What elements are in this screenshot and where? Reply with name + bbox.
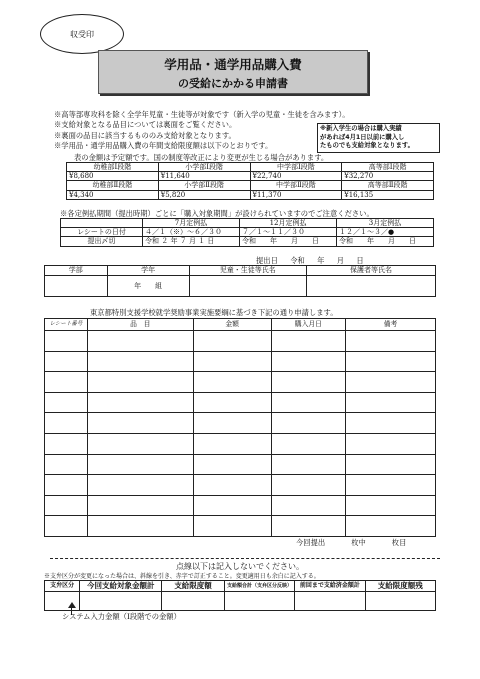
remarks-field[interactable]	[346, 475, 436, 496]
note-line: ※学用品・通学用品購入費の年間支給限度額は以下のとおりです。	[54, 141, 273, 151]
remarks-field[interactable]	[346, 413, 436, 434]
receipt-number-field[interactable]	[45, 454, 88, 475]
limit-table	[66, 162, 434, 200]
office-cell	[365, 592, 435, 611]
amount-field[interactable]	[193, 331, 271, 352]
limit-label: 幼稚部Ⅱ段階	[67, 181, 159, 190]
items-header: 備考	[346, 319, 436, 331]
amount-field[interactable]	[193, 475, 271, 496]
schedule-header	[61, 219, 143, 228]
purchase-date-field[interactable]	[271, 372, 345, 393]
note-line: ※裏面の品目に該当するもののみ支給対象となります。	[54, 130, 236, 140]
table-row	[45, 433, 436, 454]
purchase-date-field[interactable]	[271, 516, 345, 537]
amount-field[interactable]	[193, 495, 271, 516]
system-input-label: システム入力金額（Ⅰ段階での金額）	[62, 612, 181, 621]
items-table	[44, 318, 436, 537]
department-field[interactable]	[45, 276, 108, 297]
amount-field[interactable]	[193, 516, 271, 537]
item-name-field[interactable]	[88, 495, 194, 516]
table-row	[45, 454, 436, 475]
student-header: 学部	[45, 266, 108, 276]
amount-field[interactable]	[193, 433, 271, 454]
receipt-number-field[interactable]	[45, 433, 88, 454]
limit-value: ¥5,820	[158, 190, 250, 199]
items-header: 購入月日	[271, 319, 345, 331]
sheet-count: 今回提出 枚中 枚目	[296, 538, 407, 547]
limit-value: ¥4,340	[67, 190, 159, 199]
office-cell	[224, 592, 294, 611]
schedule-row-label: 提出〆切	[61, 237, 143, 246]
receipt-number-field[interactable]	[45, 413, 88, 434]
table-row	[45, 351, 436, 372]
remarks-field[interactable]	[346, 433, 436, 454]
items-header: 品 目	[88, 319, 194, 331]
office-header: 支給額合計（支弁区分反映）	[224, 581, 294, 592]
limit-value: ¥16,135	[342, 190, 434, 199]
items-header: レシート番号	[45, 319, 88, 331]
office-cell	[162, 592, 225, 611]
receipt-number-field[interactable]	[45, 331, 88, 352]
amount-field[interactable]	[193, 392, 271, 413]
limit-value: ¥11,370	[250, 190, 342, 199]
no-write-notice: 点線以下は記入しないでください。	[0, 554, 480, 573]
receipt-number-field[interactable]	[45, 351, 88, 372]
purchase-date-field[interactable]	[271, 454, 345, 475]
items-header: 金額	[193, 319, 271, 331]
receipt-number-field[interactable]	[45, 495, 88, 516]
schedule-table	[60, 218, 434, 247]
amount-field[interactable]	[193, 413, 271, 434]
remarks-field[interactable]	[346, 331, 436, 352]
purchase-date-field[interactable]	[271, 331, 345, 352]
schedule-row-label: レシートの日付	[61, 228, 143, 237]
remarks-field[interactable]	[346, 372, 436, 393]
office-header: 支弁区分	[45, 581, 80, 592]
schedule-cell: 令和 年 月 日	[240, 237, 337, 246]
item-name-field[interactable]	[88, 454, 194, 475]
note-line: ※高等部専攻科を除く全学年児童・生徒等が対象です（新入学の児童・生徒を含みます）。	[54, 110, 350, 119]
table-row	[45, 331, 436, 352]
schedule-cell: 令和 年 月 日	[337, 237, 434, 246]
guardian-name-field[interactable]	[306, 276, 435, 297]
amount-note: 表の金額は予定額です。国の制度等改正により変更が生じる場合があります。	[74, 153, 329, 162]
limit-value: ¥8,680	[67, 172, 159, 181]
item-name-field[interactable]	[88, 475, 194, 496]
office-header: 前回まで支給済金額計	[295, 581, 365, 592]
item-name-field[interactable]	[88, 372, 194, 393]
periodic-note: ※各定例払期間（提出時期）ごとに「購入対象期間」が設けられていますのでご注意ください。	[60, 209, 374, 218]
amount-field[interactable]	[193, 351, 271, 372]
title-line-2: の受給にかかる申請書	[178, 77, 288, 90]
receipt-number-field[interactable]	[45, 392, 88, 413]
item-name-field[interactable]	[88, 516, 194, 537]
office-header: 支給限度額残	[365, 581, 435, 592]
limit-label: 小学部Ⅰ段階	[158, 163, 250, 172]
purchase-date-field[interactable]	[271, 495, 345, 516]
office-header: 今回支給対象金額計	[80, 581, 162, 592]
student-table	[44, 265, 436, 297]
office-cell	[80, 592, 162, 611]
schedule-cell: ４／１（※）～６／３０	[143, 228, 240, 237]
item-name-field[interactable]	[88, 413, 194, 434]
remarks-field[interactable]	[346, 495, 436, 516]
purchase-date-field[interactable]	[271, 413, 345, 434]
office-footnote: ※支弁区分が変更になった場合は、斜線を引き、赤字で訂正すること。変更適用日も余白に記入する。	[44, 573, 320, 580]
receipt-number-field[interactable]	[45, 475, 88, 496]
amount-field[interactable]	[193, 372, 271, 393]
office-cell	[295, 592, 365, 611]
application-statement: 東京都特別支援学校就学奨励事業実施要綱に基づき下記の通り申請します。	[90, 308, 338, 317]
limit-label: 幼稚部Ⅰ段階	[67, 163, 159, 172]
grade-field[interactable]: 年 組	[107, 276, 189, 297]
remarks-field[interactable]	[346, 454, 436, 475]
item-name-field[interactable]	[88, 331, 194, 352]
item-name-field[interactable]	[88, 392, 194, 413]
item-name-field[interactable]	[88, 433, 194, 454]
remarks-field[interactable]	[346, 392, 436, 413]
remarks-field[interactable]	[346, 351, 436, 372]
title-line-1: 学用品・通学用品購入費	[164, 57, 302, 72]
purchase-date-field[interactable]	[271, 475, 345, 496]
purchase-date-field[interactable]	[271, 351, 345, 372]
receipt-number-field[interactable]	[45, 372, 88, 393]
schedule-header: 12月定例払	[240, 219, 337, 228]
submit-date: 提出日 令和 年 月 日	[256, 256, 364, 265]
limit-label: 中学部Ⅰ段階	[250, 163, 342, 172]
schedule-cell: １２／１～３／●	[337, 228, 434, 237]
student-header: 保護者等氏名	[306, 266, 435, 276]
schedule-header: 3月定例払	[337, 219, 434, 228]
purchase-date-field[interactable]	[271, 433, 345, 454]
table-row	[45, 392, 436, 413]
item-name-field[interactable]	[88, 351, 194, 372]
form-title	[98, 50, 368, 94]
purchase-date-field[interactable]	[271, 392, 345, 413]
table-row	[45, 372, 436, 393]
limit-value: ¥22,740	[250, 172, 342, 181]
schedule-cell: 令和 ２ 年 ７ 月 １ 日	[143, 237, 240, 246]
office-header: 支給限度額	[162, 581, 225, 592]
note-line: ※支給対象となる品目については裏面をご覧ください。	[54, 120, 237, 130]
arrow-up-icon	[68, 602, 76, 608]
limit-value: ¥32,270	[342, 172, 434, 181]
receipt-number-field[interactable]	[45, 516, 88, 537]
table-row	[45, 516, 436, 537]
student-header: 児童・生徒等氏名	[189, 266, 306, 276]
receipt-stamp: 収受印	[40, 14, 124, 54]
limit-value: ¥11,640	[158, 172, 250, 181]
schedule-header: 7月定例払	[143, 219, 240, 228]
table-row	[45, 475, 436, 496]
student-name-field[interactable]	[189, 276, 306, 297]
amount-field[interactable]	[193, 454, 271, 475]
new-student-note: ※新入学生の場合は購入実績 があれば4月1日以前に購入し たものでも支給対象となります。	[317, 123, 440, 153]
table-row	[45, 495, 436, 516]
limit-label: 高等部Ⅰ段階	[342, 163, 434, 172]
office-table	[44, 580, 436, 611]
table-row	[45, 413, 436, 434]
limit-label: 小学部Ⅱ段階	[158, 181, 250, 190]
limit-label: 中学部Ⅱ段階	[250, 181, 342, 190]
limit-label: 高等部Ⅱ段階	[342, 181, 434, 190]
schedule-cell: ７／１～１１／３０	[240, 228, 337, 237]
remarks-field[interactable]	[346, 516, 436, 537]
student-header: 学年	[107, 266, 189, 276]
